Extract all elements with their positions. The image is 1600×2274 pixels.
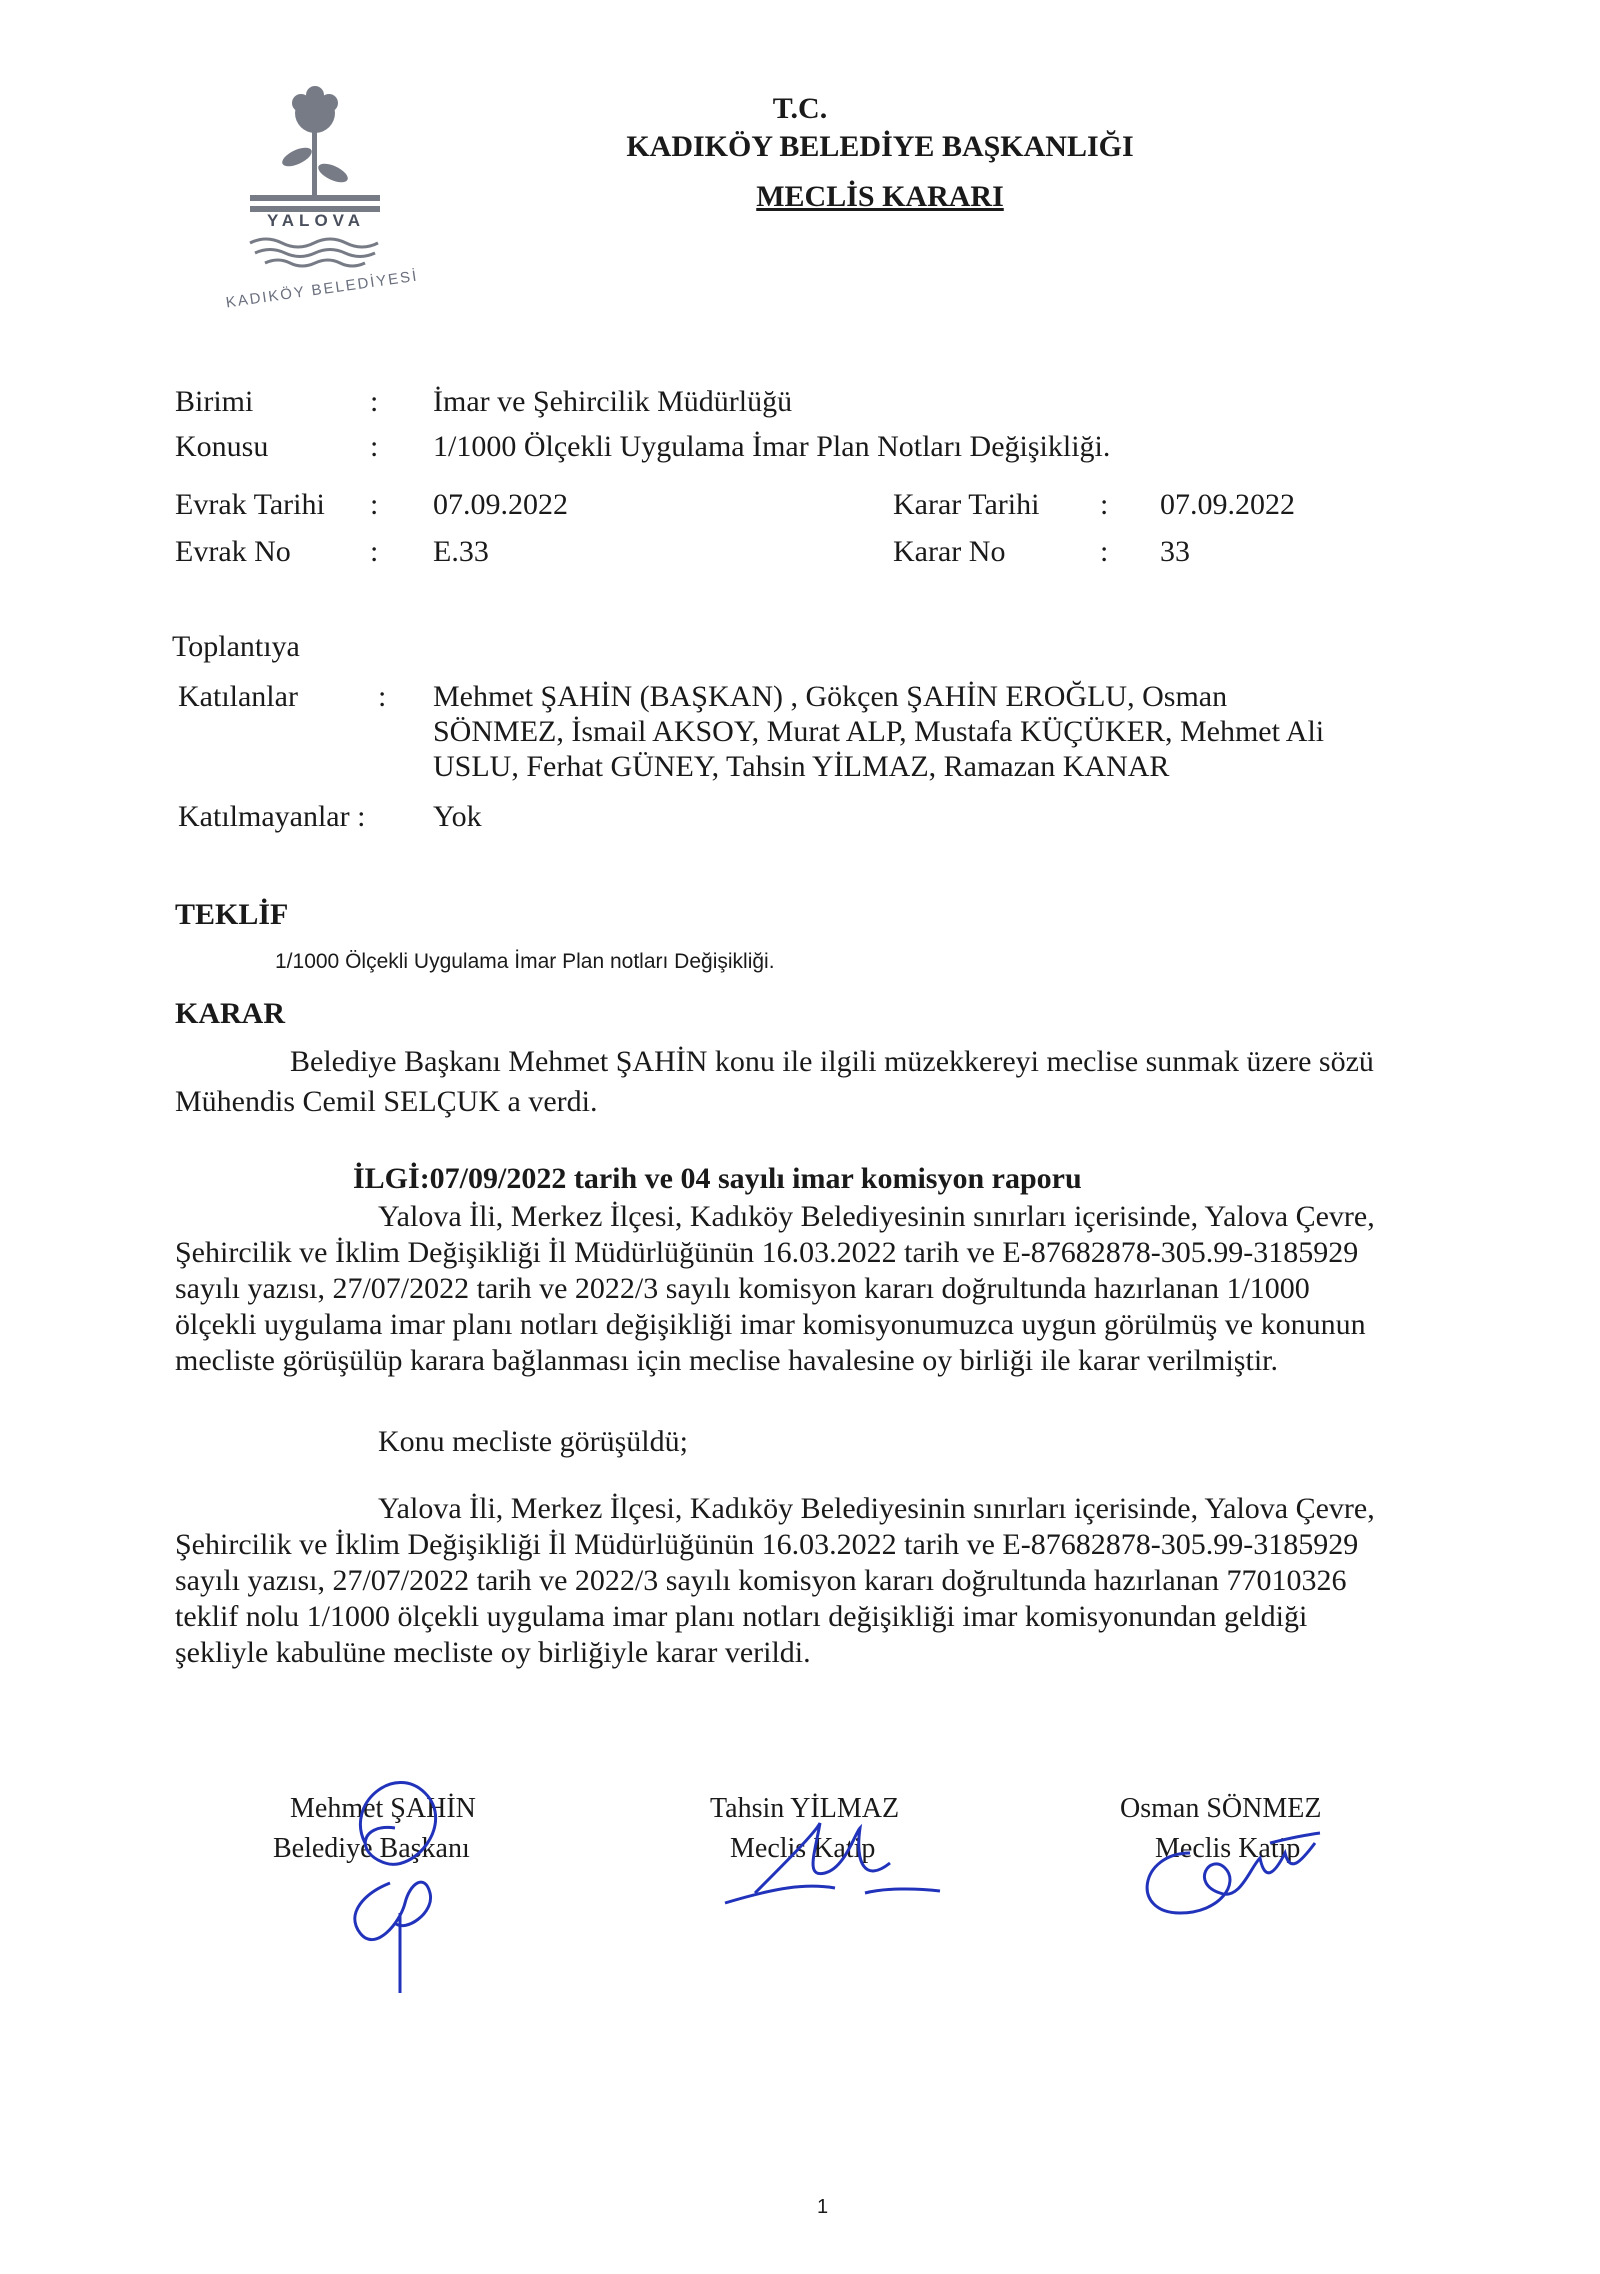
teklif-heading: TEKLİF: [175, 898, 289, 931]
colon: :: [370, 430, 379, 463]
signer-title: Meclis Katip: [730, 1833, 876, 1864]
colon: :: [378, 680, 387, 713]
colon: :: [370, 488, 379, 521]
handwritten-signature: [1130, 1813, 1330, 1933]
signer-name: Tahsin YİLMAZ: [710, 1793, 900, 1824]
karar-tarihi-value: 07.09.2022: [1160, 488, 1295, 521]
konu-gorusuldu: Konu mecliste görüşüldü;: [378, 1425, 688, 1458]
katilanlar-label: Katılanlar: [178, 680, 298, 713]
colon: :: [1100, 488, 1109, 521]
signature-block-secretary-2: [1120, 1793, 1380, 2013]
evrak-no-label: Evrak No: [175, 535, 291, 568]
konusu-label: Konusu: [175, 430, 269, 463]
karar-no-value: 33: [1160, 535, 1190, 568]
colon: :: [370, 535, 379, 568]
final-line-4: teklif nolu 1/1000 ölçekli uygulama imar planı notları değişikliği imar komisyonundan geldiği: [175, 1600, 1308, 1633]
page-number: 1: [817, 2196, 829, 2218]
signature-block-mayor: [265, 1793, 525, 2013]
evrak-no-value: E.33: [433, 535, 489, 568]
katilanlar-line-3: USLU, Ferhat GÜNEY, Tahsin YİLMAZ, Ramazan KANAR: [433, 750, 1170, 783]
colon: :: [1100, 535, 1109, 568]
teklif-text: 1/1000 Ölçekli Uygulama İmar Plan notları Değişikliği.: [275, 950, 775, 973]
ilgi-line-1: Yalova İli, Merkez İlçesi, Kadıköy Belediyesinin sınırları içerisinde, Yalova Çevre,: [378, 1200, 1375, 1233]
signer-name: Mehmet ŞAHİN: [290, 1793, 476, 1824]
handwritten-signature: [715, 1793, 945, 1923]
seal-ring-text: KADIKÖY BELEDİYESİ: [224, 267, 420, 312]
final-line-3: sayılı yazısı, 27/07/2022 tarih ve 2022/3 sayılı komisyon kararı doğrultunda hazırlanan 77010326: [175, 1564, 1347, 1597]
municipality-seal: [205, 85, 425, 315]
ilgi-line-2: Şehircilik ve İklim Değişikliği İl Müdürlüğünün 16.03.2022 tarih ve E-87682878-305.99-3185929: [175, 1236, 1359, 1269]
signer-name: Osman SÖNMEZ: [1120, 1793, 1322, 1824]
header-institution: KADIKÖY BELEDİYE BAŞKANLIĞI: [626, 130, 1134, 163]
final-line-1: Yalova İli, Merkez İlçesi, Kadıköy Belediyesinin sınırları içerisinde, Yalova Çevre,: [378, 1492, 1375, 1525]
birimi-label: Birimi: [175, 385, 254, 418]
colon: :: [370, 385, 379, 418]
konusu-value: 1/1000 Ölçekli Uygulama İmar Plan Notları Değişikliği.: [433, 430, 1111, 463]
toplantiya-label: Toplantıya: [172, 630, 300, 663]
handwritten-signature: [305, 1763, 485, 1993]
evrak-tarihi-label: Evrak Tarihi: [175, 488, 325, 521]
birimi-value: İmar ve Şehircilik Müdürlüğü: [433, 385, 793, 418]
signature-block-secretary-1: [705, 1793, 965, 2013]
katilanlar-line-1: Mehmet ŞAHİN (BAŞKAN) , Gökçen ŞAHİN EROĞLU, Osman: [433, 680, 1228, 713]
document-title: MECLİS KARARI: [756, 180, 1004, 213]
signer-title: Belediye Başkanı: [273, 1833, 470, 1864]
signer-title: Meclis Katip: [1155, 1833, 1301, 1864]
header-tc: T.C.: [772, 92, 828, 125]
evrak-tarihi-value: 07.09.2022: [433, 488, 568, 521]
karar-tarihi-label: Karar Tarihi: [893, 488, 1040, 521]
karar-intro-line-1: Belediye Başkanı Mehmet ŞAHİN konu ile ilgili müzekkereyi meclise sunmak üzere sözü: [290, 1045, 1374, 1078]
ilgi-line-3: sayılı yazısı, 27/07/2022 tarih ve 2022/3 sayılı komisyon kararı doğrultunda hazırlanan 1/1000: [175, 1272, 1310, 1305]
katilanlar-line-2: SÖNMEZ, İsmail AKSOY, Murat ALP, Mustafa KÜÇÜKER, Mehmet Ali: [433, 715, 1325, 748]
final-line-2: Şehircilik ve İklim Değişikliği İl Müdürlüğünün 16.03.2022 tarih ve E-87682878-305.99-3185929: [175, 1528, 1359, 1561]
karar-no-label: Karar No: [893, 535, 1006, 568]
ilgi-heading: İLGİ:07/09/2022 tarih ve 04 sayılı imar komisyon raporu: [353, 1162, 1082, 1195]
ilgi-line-4: ölçekli uygulama imar planı notları değişikliği imar komisyonumuzca uygun görülmüş ve konunun: [175, 1308, 1366, 1341]
final-line-5: şekliyle kabulüne mecliste oy birliğiyle karar verildi.: [175, 1636, 811, 1669]
katilmayanlar-label: Katılmayanlar :: [178, 800, 366, 833]
seal-top-text: YALOVA: [267, 211, 366, 230]
katilmayanlar-value: Yok: [433, 800, 482, 833]
ilgi-line-5: mecliste görüşülüp karara bağlanması için meclise havalesine oy birliği ile karar verilmiştir.: [175, 1344, 1278, 1377]
karar-heading: KARAR: [175, 997, 285, 1030]
karar-intro-line-2: Mühendis Cemil SELÇUK a verdi.: [175, 1085, 598, 1118]
